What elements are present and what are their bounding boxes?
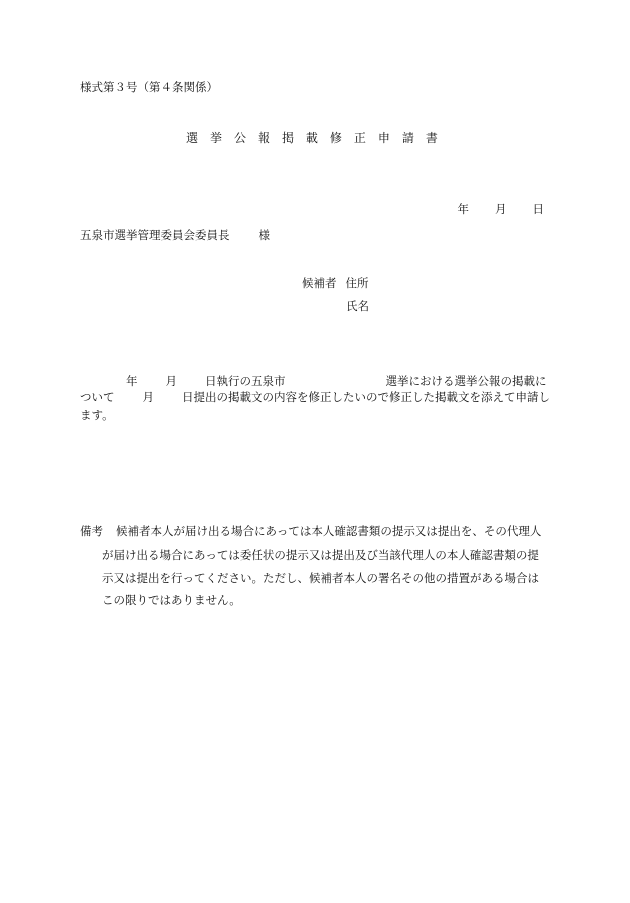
title-char: 請: [401, 131, 414, 145]
applicant-address-row: [302, 278, 369, 290]
addressee-honorific: 様: [258, 228, 270, 242]
body-line-1: [80, 376, 546, 388]
body-day-exec: 日執行の五泉市: [205, 374, 286, 388]
body-line-1-left: [80, 376, 386, 388]
date-day-label: 日: [532, 202, 544, 216]
note-line-2: が届け出る場合にあっては委任状の提示又は提出及び当該代理人の本人確認書類の提: [102, 548, 539, 562]
note-label: 備考: [80, 524, 103, 538]
applicant-role-label: 候補者: [302, 276, 337, 290]
note-line-4: この限りではありません。: [102, 593, 241, 607]
form-number: 様式第３号（第４条関係）: [80, 80, 218, 94]
body-year-label: 年: [126, 374, 138, 388]
body-election-clause: 選挙における選挙公報の掲載に: [385, 374, 547, 388]
address-label: 住所: [345, 276, 369, 290]
document-title: [186, 132, 438, 144]
note-line-3: 示又は提出を行ってください。ただし、候補者本人の署名その他の措置がある場合は: [102, 571, 539, 585]
addressee-name: 五泉市選挙管理委員会委員長: [80, 228, 230, 242]
date-year-label: 年: [457, 202, 469, 216]
body-line-2-left: [80, 392, 182, 404]
title-char: 選: [186, 131, 199, 145]
body-line2-rest: 日提出の掲載文の内容を修正したいので修正した掲載文を添えて申請し: [182, 390, 550, 404]
date-line: [458, 204, 545, 216]
title-char: 載: [305, 131, 318, 145]
body-line-2: [80, 390, 550, 404]
body-line2-start: ついて: [80, 390, 115, 404]
addressee: [80, 230, 270, 242]
body-line2-month: 月: [142, 390, 154, 404]
title-char: 挙: [209, 131, 222, 145]
body-line-3: ます。: [80, 408, 114, 422]
title-char: 書: [425, 131, 438, 145]
title-char: 報: [257, 131, 270, 145]
body-month-label: 月: [165, 374, 177, 388]
title-char: 掲: [281, 131, 294, 145]
title-char: 修: [329, 131, 342, 145]
title-char: 公: [233, 131, 246, 145]
title-char: 正: [353, 131, 366, 145]
note-line-1: 候補者本人が届け出る場合にあっては本人確認書類の提示又は提出を、その代理人: [116, 524, 542, 538]
date-month-label: 月: [495, 202, 507, 216]
title-char: 申: [377, 131, 390, 145]
applicant-name-label: 氏名: [346, 299, 369, 313]
